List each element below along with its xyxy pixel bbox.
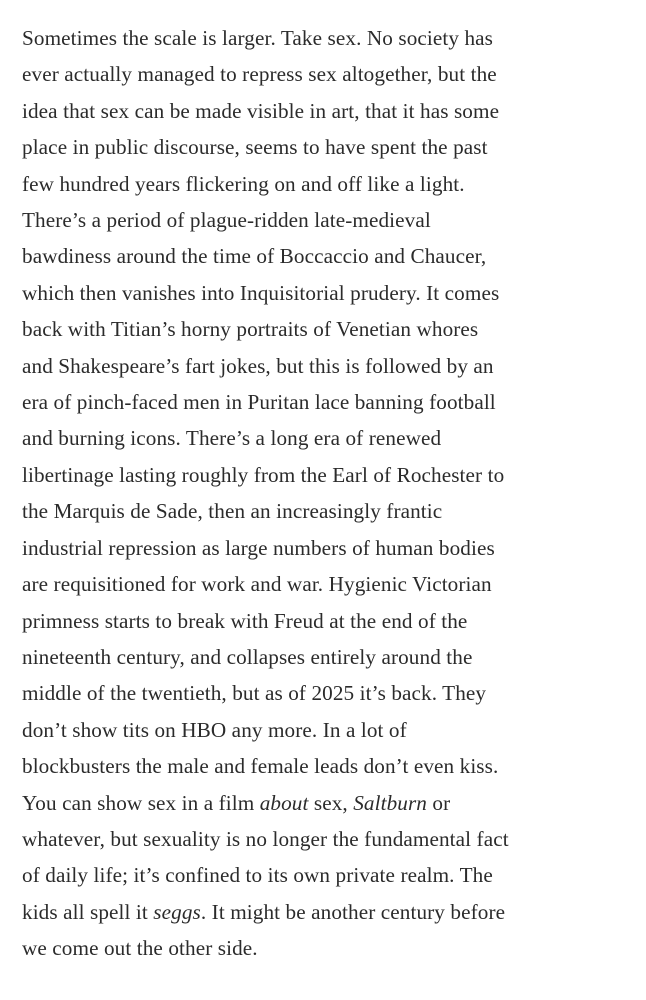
text-segment: or	[427, 790, 451, 815]
paragraph-line	[22, 202, 632, 238]
paragraph-line	[22, 348, 632, 384]
paragraph-line	[22, 785, 632, 821]
text-segment: the Marquis de Sade, then an increasingly frantic	[22, 499, 443, 524]
paragraph-line	[22, 566, 632, 602]
paragraph-line	[22, 930, 632, 966]
text-segment: whatever, but sexuality is no longer the fundamental fact	[22, 826, 509, 851]
paragraph-line	[22, 894, 632, 930]
text-segment: sex,	[308, 790, 354, 815]
text-segment: of daily life; it’s confined to its own private realm. The	[22, 863, 493, 888]
text-segment: blockbusters the male and female leads don’t even kiss.	[22, 754, 499, 779]
paragraph-line	[22, 311, 632, 347]
article-body	[22, 20, 632, 967]
text-segment: ever actually managed to repress sex altogether, but the	[22, 62, 497, 87]
paragraph-line	[22, 384, 632, 420]
italic-text: seggs	[153, 899, 201, 924]
paragraph-line	[22, 56, 632, 92]
paragraph-line	[22, 166, 632, 202]
text-segment: don’t show tits on HBO any more. In a lot of	[22, 717, 407, 742]
text-segment: Sometimes the scale is larger. Take sex. No society has	[22, 26, 494, 50]
paragraph-line	[22, 530, 632, 566]
text-segment: place in public discourse, seems to have spent the past	[22, 135, 488, 160]
text-segment: and Shakespeare’s fart jokes, but this is followed by an	[22, 353, 494, 378]
paragraph-line	[22, 420, 632, 456]
text-segment: middle of the twentieth, but as of 2025 it’s back. They	[22, 681, 487, 706]
text-segment: which then vanishes into Inquisitorial prudery. It comes	[22, 280, 500, 305]
paragraph-line	[22, 748, 632, 784]
italic-text: Saltburn	[353, 790, 428, 815]
italic-text: about	[259, 790, 309, 815]
text-segment: primness starts to break with Freud at the end of the	[22, 608, 468, 633]
text-segment: back with Titian’s horny portraits of Venetian whores	[22, 317, 479, 342]
paragraph-line	[22, 129, 632, 165]
text-segment: kids all spell it	[22, 899, 154, 924]
text-segment: libertinage lasting roughly from the Earl of Rochester to	[22, 462, 505, 487]
text-segment: few hundred years flickering on and off like a light.	[22, 171, 465, 196]
paragraph-line	[22, 93, 632, 129]
text-segment: You can show sex in a film	[22, 790, 260, 815]
text-segment: nineteenth century, and collapses entirely around the	[22, 644, 473, 669]
paragraph-line	[22, 20, 632, 56]
text-segment: and burning icons. There’s a long era of renewed	[22, 426, 442, 451]
text-segment: idea that sex can be made visible in art, that it has some	[22, 98, 500, 123]
paragraph-line	[22, 639, 632, 675]
paragraph-line	[22, 603, 632, 639]
paragraph-line	[22, 238, 632, 274]
text-segment: we come out the other side.	[22, 936, 258, 961]
paragraph-line	[22, 821, 632, 857]
paragraph-line	[22, 493, 632, 529]
paragraph-line	[22, 457, 632, 493]
article-paragraph	[22, 20, 632, 967]
paragraph-line	[22, 275, 632, 311]
text-segment: era of pinch-faced men in Puritan lace banning football	[22, 390, 496, 415]
text-segment: There’s a period of plague-ridden late-medieval	[22, 208, 431, 233]
paragraph-line	[22, 712, 632, 748]
paragraph-line	[22, 857, 632, 893]
paragraph-line	[22, 675, 632, 711]
text-segment: are requisitioned for work and war. Hygienic Victorian	[22, 572, 492, 597]
text-segment: industrial repression as large numbers of human bodies	[22, 535, 495, 560]
text-segment: bawdiness around the time of Boccaccio and Chaucer,	[22, 244, 487, 269]
text-segment: . It might be another century before	[200, 899, 506, 924]
